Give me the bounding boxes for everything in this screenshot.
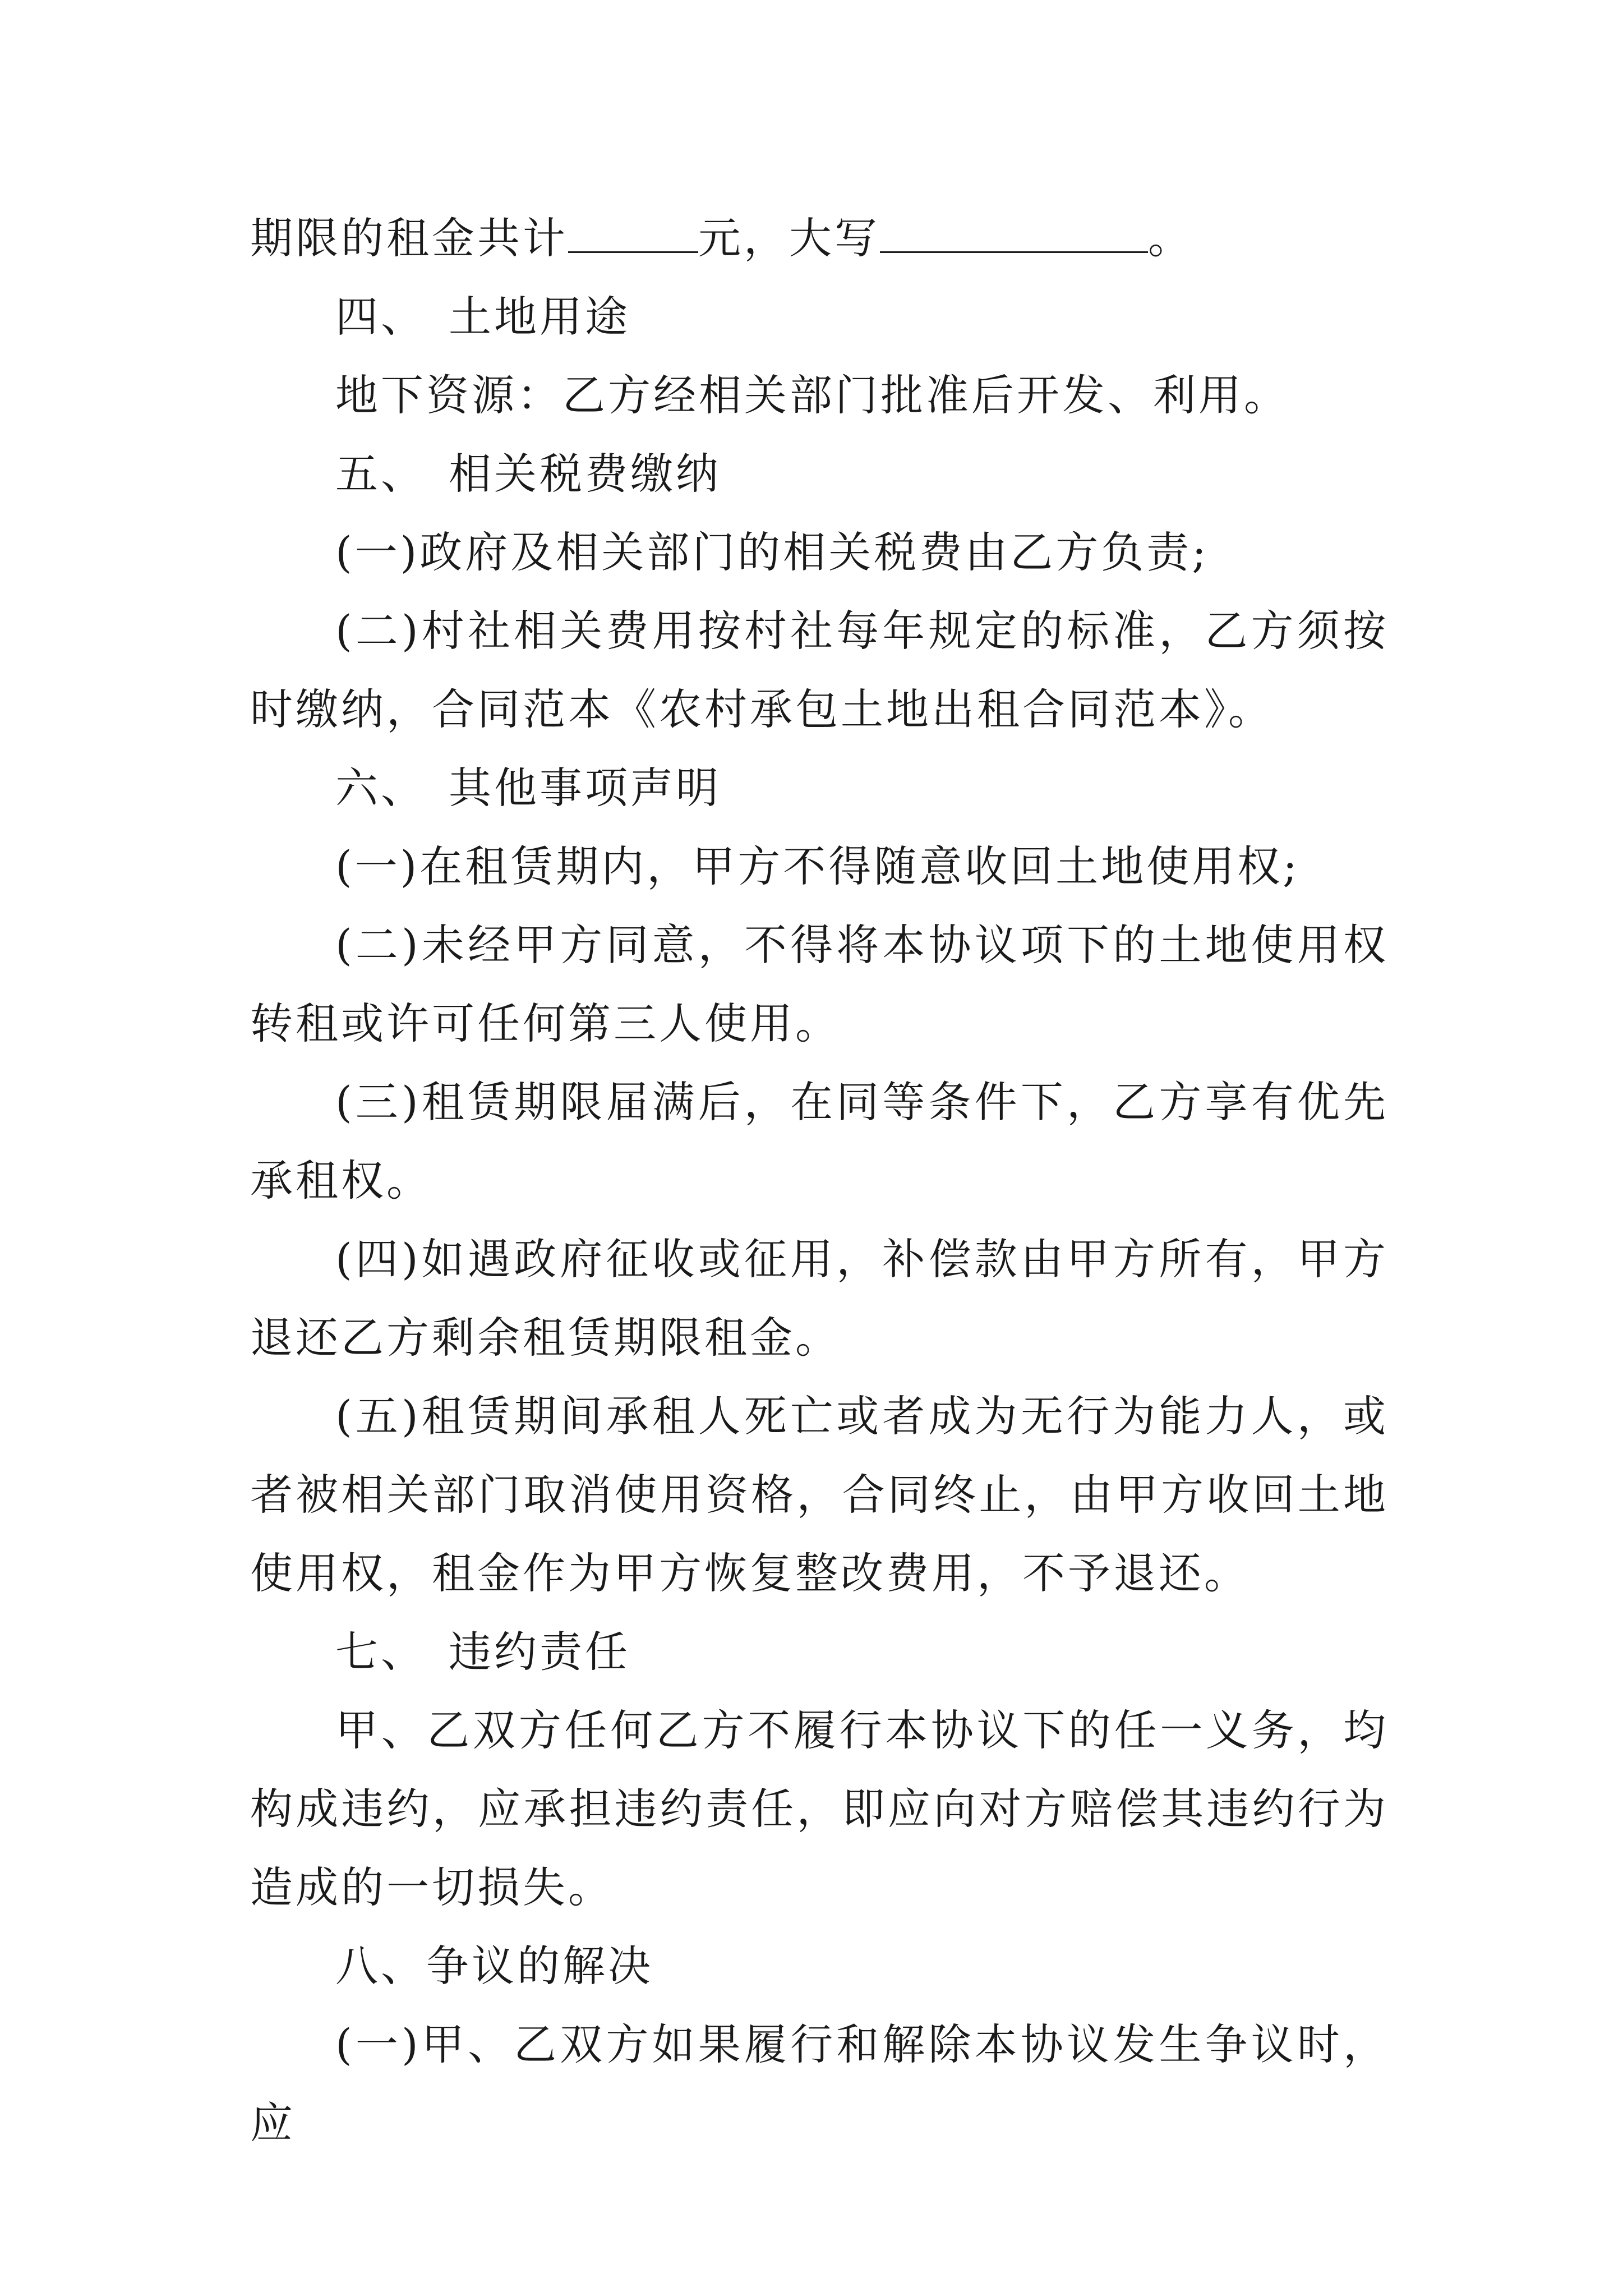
section-7-heading (250, 1613, 1389, 1691)
rent-amount-blank (568, 212, 698, 253)
section-5-number: 五、 (335, 449, 426, 499)
section-7-title: 违约责任 (449, 1627, 630, 1677)
rent-total-middle: 元，大写 (698, 213, 880, 263)
section-6-paragraph-2: (二)未经甲方同意，不得将本协议项下的土地使用权转租或许可任何第三人使用。 (250, 920, 1389, 1048)
section-6-paragraph-3: (三)租赁期限届满后，在同等条件下，乙方享有优先承租权。 (250, 1077, 1389, 1205)
section-4-title: 土地用途 (449, 292, 630, 342)
section-5-paragraph-2: (二)村社相关费用按村社每年规定的标准，乙方须按时缴纳，合同范本《农村承包土地出租合同范本》。 (250, 606, 1389, 734)
section-4-number: 四、 (335, 292, 426, 342)
section-7-paragraph-1: 甲、乙双方任何乙方不履行本协议下的任一义务，均构成违约，应承担违约责任，即应向对方赔偿其违约行为造成的一切损失。 (250, 1705, 1389, 1912)
rent-total-suffix: 。 (1148, 213, 1193, 263)
section-5-heading (250, 435, 1389, 513)
section-6-number: 六、 (335, 763, 426, 813)
section-6-paragraph-4: (四)如遇政府征收或征用，补偿款由甲方所有，甲方退还乙方剩余租赁期限租金。 (250, 1234, 1389, 1363)
section-4-paragraph-1: 地下资源：乙方经相关部门批准后开发、利用。 (335, 370, 1289, 420)
section-8-paragraph-1: (一)甲、乙双方如果履行和解除本协议发生争议时，应 (250, 2019, 1389, 2148)
section-5-title: 相关税费缴纳 (449, 449, 721, 499)
section-6-paragraph-5: (五)租赁期间承租人死亡或者成为无行为能力人，或者被相关部门取消使用资格，合同终止，由甲方收回土地使用权，租金作为甲方恢复整改费用，不予退还。 (250, 1391, 1389, 1598)
section-6-paragraph-1: (一)在租赁期内，甲方不得随意收回土地使用权; (335, 841, 1300, 891)
section-6-heading (250, 749, 1389, 827)
document-body (250, 199, 1389, 2162)
section-5-paragraph-1: (一)政府及相关部门的相关税费由乙方负责; (335, 527, 1209, 577)
section-6-title: 其他事项声明 (449, 763, 721, 813)
section-8-heading: 八、争议的解决 (335, 1941, 653, 1991)
section-4-heading (250, 278, 1389, 356)
rent-total-line (250, 199, 1389, 278)
rent-total-prefix: 期限的租金共计 (250, 213, 568, 263)
rent-amount-words-blank (880, 212, 1148, 253)
section-7-number: 七、 (335, 1627, 426, 1677)
